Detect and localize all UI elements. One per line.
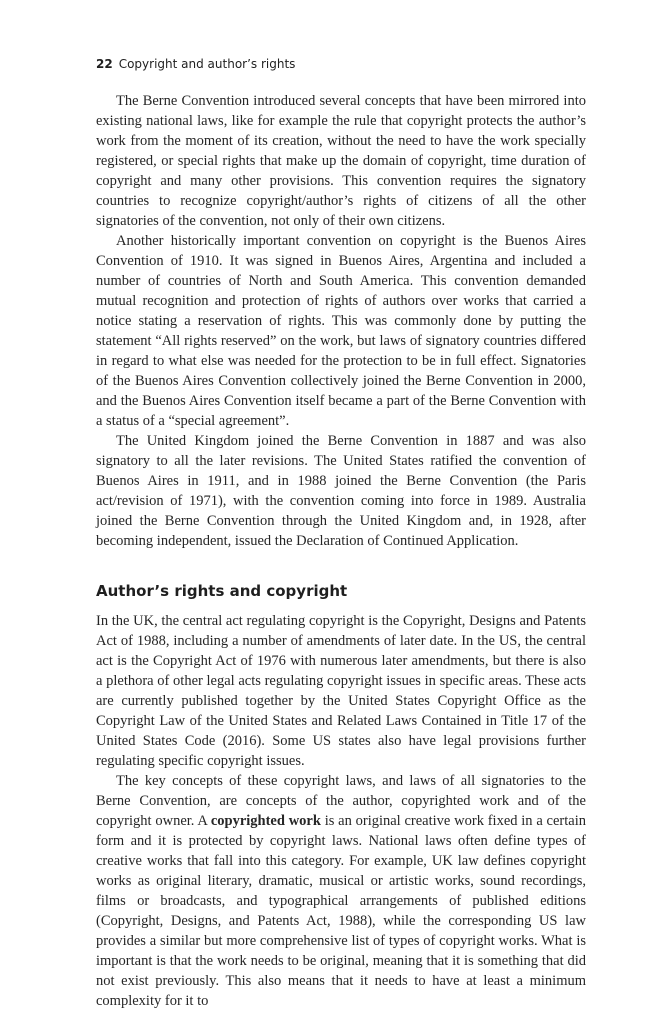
paragraph-buenos-aires-convention: Another historically important convention on copyright is the Buenos Aires Convention of 1910. It was signed in Buenos Aires, Argentina and included a number of countries of North and South America. This convention demanded mutual recognition and protection of rights of authors over works that carried a notice stating a reservation of rights. This was commonly done by putting the statement “All rights reserved” on the work, but laws of signatory countries differed in regard to what else was needed for the protection to be in full effect. Signatories of the Buenos Aires Convention collectively joined the Berne Convention in 2000, and the Buenos Aires Convention itself became a part of the Berne Convention with a status of a “special agreement”. bbox=[96, 233, 586, 429]
book-page bbox=[96, 56, 586, 1011]
paragraph-key-concepts-before: The key concepts of these copyright laws, and laws of all signatories to the Berne Convention, are concepts of the author, copyrighted work and of the copyright owner. A bbox=[96, 773, 586, 829]
paragraph-berne-convention: The Berne Convention introduced several concepts that have been mirrored into existing national laws, like for example the rule that copyright protects the author’s work from the moment of its creation, without the need to have the work specially registered, or special rights that make up the domain of copyright, time duration of copyright and many other provisions. This convention requires the signatory countries to recognize copyright/author’s rights of citizens of all the other signatories of the convention, not only of their own citizens. bbox=[96, 93, 586, 229]
page-number: 22 bbox=[96, 57, 113, 71]
paragraph-central-acts: In the UK, the central act regulating copyright is the Copyright, Designs and Patents Act of 1988, including a number of amendments of later date. In the US, the central act is the Copyright Act of 1976 with numerous later amendments, but there is also a plethora of other legal acts regulating copyright issues in specific areas. These acts are currently published together by the United States Copyright Office as the Copyright Law of the United States and Related Laws Contained in Title 17 of the United States Code (2016). Some US states also have legal provisions further regulating specific copyright issues. bbox=[96, 613, 586, 769]
paragraph-key-concepts-after: is an original creative work fixed in a certain form and it is protected by copyright laws. National laws often define types of creative works that fall into this category. For example, UK law defines copyright works as original literary, dramatic, musical or artistic works, sound recordings, films or broadcasts, and typographical arrangements of published editions (Copyright, Designs, and Patents Act, 1988), while the corresponding US law provides a similar but more comprehensive list of types of copyright works. What is important is that the work needs to be original, meaning that it is something that did not exist previously. This also means that it needs to have at least a minimum complexity for it to bbox=[96, 813, 586, 1009]
term-copyrighted-work: copyrighted work bbox=[210, 813, 321, 829]
running-head bbox=[96, 56, 586, 72]
paragraph-key-concepts bbox=[96, 771, 586, 1011]
section-heading: Author’s rights and copyright bbox=[96, 582, 348, 600]
running-title: Copyright and author’s rights bbox=[118, 57, 296, 71]
paragraph-uk-us-australia: The United Kingdom joined the Berne Convention in 1887 and was also signatory to all the later revisions. The United States ratified the convention of Buenos Aires in 1911, and in 1988 joined the Berne Convention (the Paris act/revision of 1971), with the convention coming into force in 1989. Australia joined the Berne Convention through the United Kingdom and, in 1928, after becoming independent, issued the Declaration of Continued Application. bbox=[96, 433, 586, 549]
